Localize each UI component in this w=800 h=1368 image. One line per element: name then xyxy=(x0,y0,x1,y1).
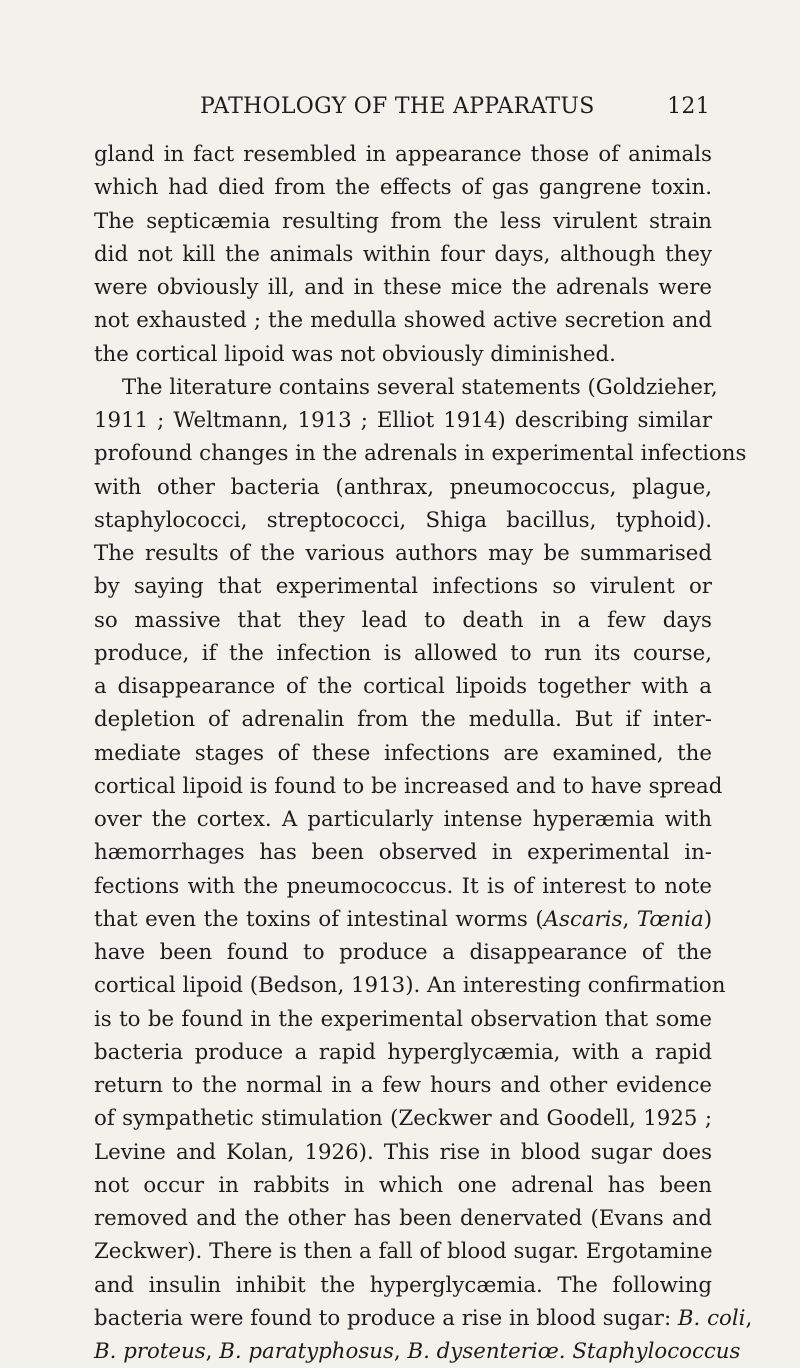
page-number: 121 xyxy=(667,94,710,119)
text-line: depletion of adrenalin from the medulla. But if inter- xyxy=(94,707,712,733)
text-line: bacteria produce a rapid hyperglycæmia, with a rapid xyxy=(94,1039,712,1065)
text-run: bacteria were found to produce a rise in blood sugar: xyxy=(94,1305,678,1331)
text-line: return to the normal in a few hours and other evidence xyxy=(94,1073,712,1098)
text-line: by saying that experimental infections so virulent or xyxy=(94,574,712,600)
text-line: did not kill the animals within four days, although they xyxy=(94,241,712,267)
text-line: cortical lipoid (Bedson, 1913). An interesting confirmation xyxy=(94,973,726,999)
text-line: The literature contains several statements (Goldzieher, xyxy=(122,374,718,400)
text-line: and insulin inhibit the hyperglycæmia. The following xyxy=(94,1272,712,1298)
text-line-italic xyxy=(94,1335,741,1368)
text-line: staphylococci, streptococci, Shiga bacillus, typhoid). xyxy=(94,507,712,533)
text-line: fections with the pneumococcus. It is of interest to note xyxy=(94,873,712,899)
text-line: Levine and Kolan, 1926). This rise in blood sugar does xyxy=(94,1139,712,1165)
text-line: Zeckwer). There is then a fall of blood sugar. Ergotamine xyxy=(94,1239,713,1265)
text-line: so massive that they lead to death in a few days xyxy=(94,607,712,633)
italic-term-b-coli: B. coli xyxy=(677,1305,746,1331)
body-text xyxy=(94,138,753,1368)
text-line: not exhausted ; the medulla showed active secretion and xyxy=(94,308,712,334)
text-line: removed and the other has been denervated (Evans and xyxy=(94,1206,712,1231)
text-run: that even the toxins of intestinal worms ( xyxy=(94,906,544,932)
text-line: the cortical lipoid was not obviously diminished. xyxy=(94,341,616,367)
text-line: 1911 ; Weltmann, 1913 ; Elliot 1914) describing similar xyxy=(94,408,712,433)
text-line: The results of the various authors may be summarised xyxy=(94,541,712,566)
text-line: over the cortex. A particularly intense hyperæmia with xyxy=(94,807,712,832)
text-run: , xyxy=(745,1305,753,1331)
text-line: cortical lipoid is found to be increased and to have spread xyxy=(94,773,723,799)
running-head-title: PATHOLOGY OF THE APPARATUS xyxy=(200,94,595,119)
italic-term-b-paratyphosus: B. paratyphosus xyxy=(219,1339,394,1364)
text-line: have been found to produce a disappearance of the xyxy=(94,940,712,965)
italic-term-b-proteus: B. proteus xyxy=(94,1339,206,1364)
italic-term-taenia: Tœnia xyxy=(636,906,704,932)
text-line-mixed xyxy=(94,1302,753,1335)
italic-term-b-dysenteriae: B. dysenteriœ. xyxy=(407,1339,566,1364)
text-line: mediate stages of these infections are examined, the xyxy=(94,740,712,766)
text-run: , xyxy=(393,1339,408,1364)
italic-term-ascaris: Ascaris xyxy=(543,906,623,932)
text-line: is to be found in the experimental observation that some xyxy=(94,1006,712,1032)
text-line: a disappearance of the cortical lipoids together with a xyxy=(94,674,712,699)
text-line: produce, if the infection is allowed to run its course, xyxy=(94,640,712,666)
text-line-mixed xyxy=(94,903,712,936)
text-line: of sympathetic stimulation (Zeckwer and Goodell, 1925 ; xyxy=(94,1106,712,1132)
text-line: hæmorrhages has been observed in experimental in- xyxy=(94,840,712,866)
text-line: not occur in rabbits in which one adrenal has been xyxy=(94,1172,712,1198)
text-line: which had died from the effects of gas gangrene toxin. xyxy=(94,175,712,201)
text-line: were obviously ill, and in these mice the adrenals were xyxy=(94,275,712,300)
text-line: profound changes in the adrenals in experimental infections xyxy=(94,441,747,467)
italic-term-staphylococcus: Staphylococcus xyxy=(572,1339,741,1364)
text-line: The septicæmia resulting from the less virulent strain xyxy=(94,208,712,234)
text-line: with other bacteria (anthrax, pneumococcus, plague, xyxy=(94,474,712,500)
text-run: , xyxy=(622,906,637,932)
text-run: ) xyxy=(703,906,712,932)
text-run: , xyxy=(205,1339,220,1364)
running-head xyxy=(200,94,710,124)
text-line: gland in fact resembled in appearance those of animals xyxy=(94,142,712,167)
